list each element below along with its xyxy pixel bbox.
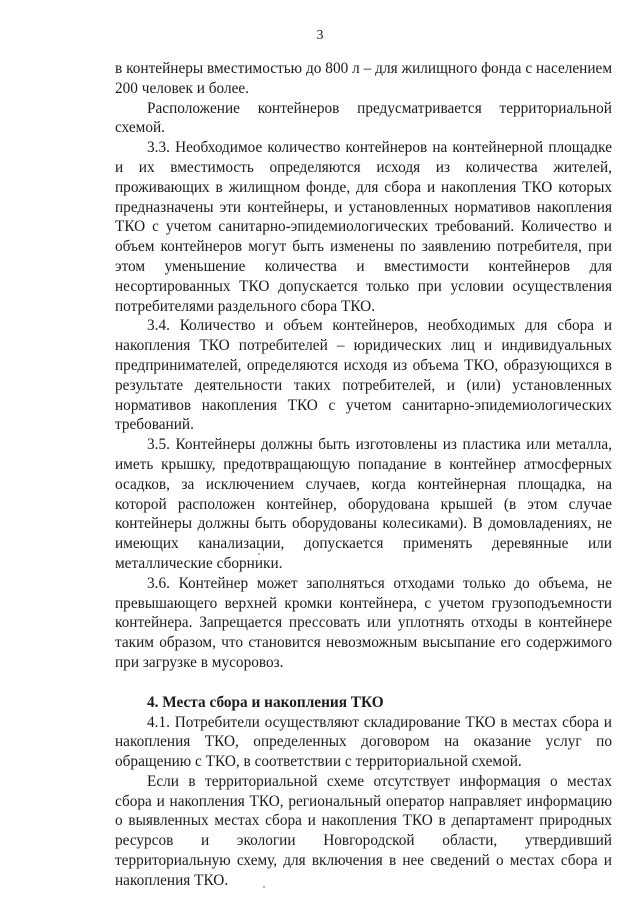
paragraph: 3.6. Контейнер может заполняться отходами только до объема, не превышающего верхней кромки контейнера, с учетом грузоподъемности контейнера. Запрещается прессовать или уплотнять отходы в контейнере таким образом, что становится невозможным высыпание его содержимого при загрузке в мусоровоз.	[115, 574, 612, 671]
scan-speck	[258, 553, 260, 555]
paragraph: в контейнеры вместимостью до 800 л – для жилищного фонда с населением 200 человек и более.	[115, 60, 612, 97]
paragraph: Расположение контейнеров предусматривается территориальной схемой.	[115, 99, 612, 137]
scan-speck	[263, 886, 265, 888]
paragraph: 3.5. Контейнеры должны быть изготовлены из пластика или металла, иметь крышку, предотвращающую попадание в контейнер атмосферных осадков, за исключением случаев, когда контейнерная площадка, на которой расположен контейнер, оборудована крышей (в этом случае контейнеры должны быть оборудованы колесиками). В домовладениях, не имеющих канализации, допускается применять деревянные или металлические сборники.	[115, 436, 612, 572]
paragraphs-bottom	[115, 713, 612, 891]
page-number: 3	[316, 28, 324, 43]
paragraph: 3.4. Количество и объем контейнеров, необходимых для сбора и накопления ТКО потребителей – юридических лиц и индивидуальных предпринимателей, определяются исходя из объема ТКО, образующихся в результате деятельности таких потребителей, и (или) установленных нормативов накопления ТКО с учетом санитарно-эпидемиологических требований.	[115, 317, 612, 434]
section-heading: 4. Места сбора и накопления ТКО	[147, 693, 384, 711]
paragraph: 4.1. Потребители осуществляют складирование ТКО в местах сбора и накопления ТКО, определенных договором на оказание услуг по обращению с ТКО, в соответствии с территориальной схемой.	[115, 713, 612, 771]
paragraph: 3.3. Необходимое количество контейнеров на контейнерной площадке и их вместимость определяются исходя из количества жителей, проживающих в жилищном фонде, для сбора и накопления ТКО которых предназначены эти контейнеры, и установленных нормативов накопления ТКО с учетом санитарно-эпидемиологических требований. Количество и объем контейнеров могут быть изменены по заявлению потребителя, при этом уменьшение количества и вместимости контейнеров для несортированных ТКО допускается только при условии осуществления потребителями раздельного сбора ТКО.	[115, 139, 612, 315]
paragraphs-top	[115, 59, 612, 673]
document-body	[115, 59, 612, 891]
paragraph: Если в территориальной схеме отсутствует информация о местах сбора и накопления ТКО, региональный оператор направляет информацию о выявленных местах сбора и накопления ТКО в департамент природных ресурсов и экологии Новгородской области, утвердивший территориальную схему, для включения в нее сведений о местах сбора и накопления ТКО.	[115, 772, 612, 889]
